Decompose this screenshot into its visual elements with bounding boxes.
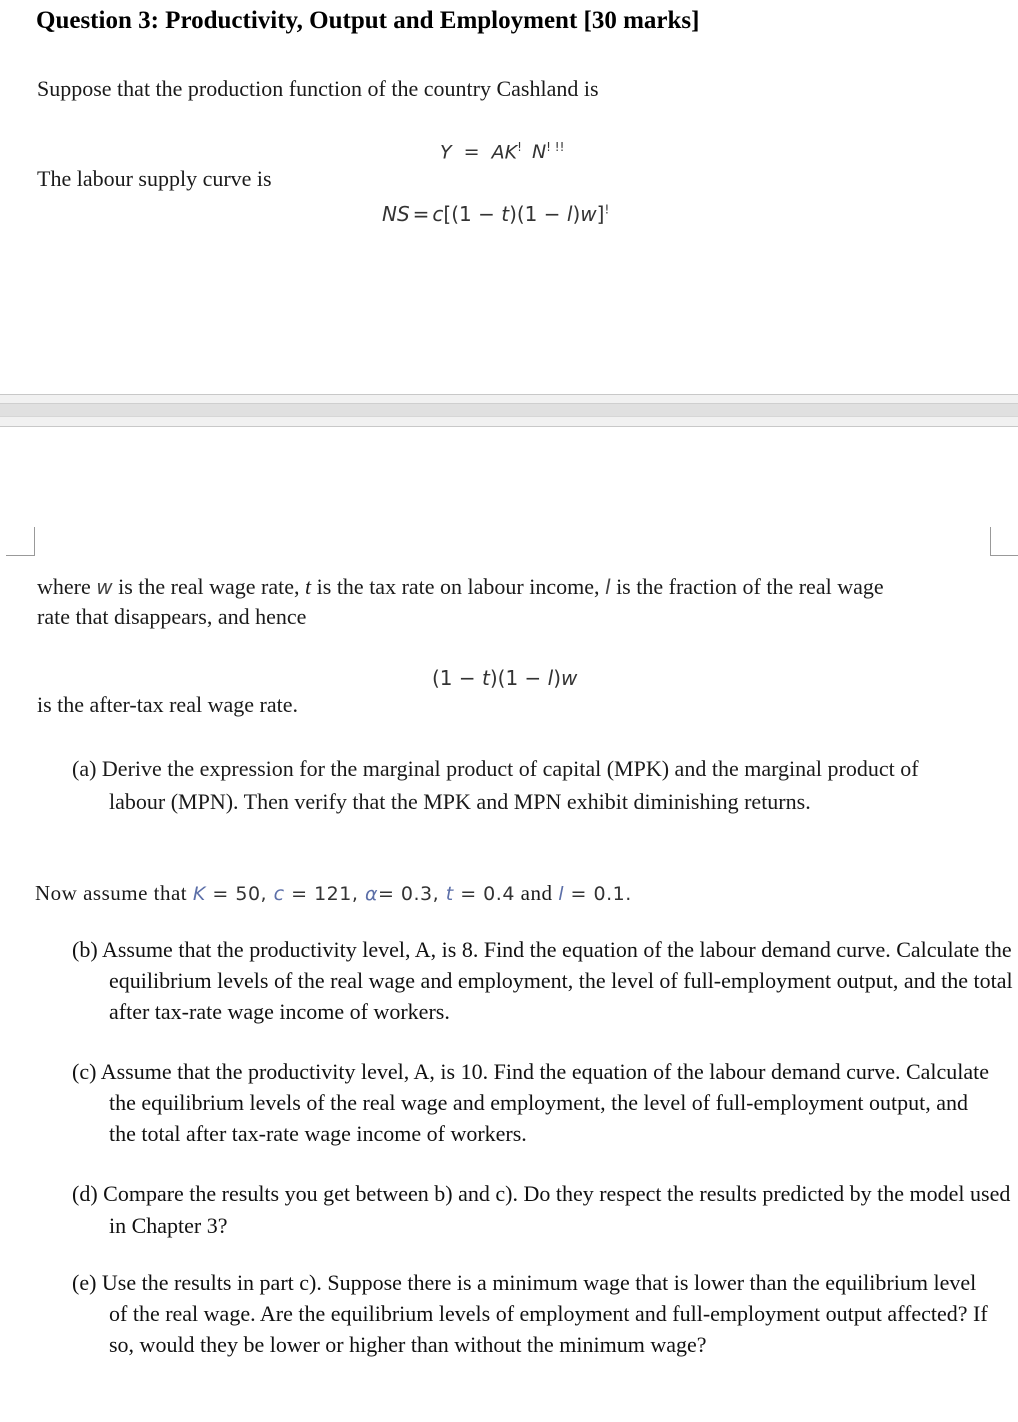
eq-symbol: Y xyxy=(440,141,452,164)
crop-mark-right xyxy=(990,527,1018,556)
eq-text: )(1 − xyxy=(489,666,548,690)
assume-text: Now assume that xyxy=(35,881,193,905)
eq-superscript: ! xyxy=(604,202,610,217)
var-w: w xyxy=(96,575,113,599)
eq-symbol: t xyxy=(501,202,510,226)
part-d: (d) Compare the results you get between b) and c). Do they respect the results predicted by the model used in Chapter 3? xyxy=(72,1181,1011,1238)
labour-supply-equation xyxy=(382,202,609,226)
var-t: t xyxy=(445,883,454,905)
eq-symbol: NS xyxy=(382,202,410,226)
eq-symbol: = xyxy=(463,141,480,164)
value-alpha: = 0.3, xyxy=(377,883,446,905)
eq-text: [(1 − xyxy=(443,202,502,226)
assumptions-line xyxy=(35,878,632,909)
where-line-1 xyxy=(37,572,884,602)
where-line-2: rate that disappears, and hence xyxy=(37,604,307,629)
crop-mark-left xyxy=(6,527,35,556)
eq-text: )(1 − xyxy=(509,202,567,226)
where-text: where xyxy=(37,574,97,599)
eq-symbol: N xyxy=(531,141,547,164)
var-t: t xyxy=(305,574,312,599)
var-l: l xyxy=(605,575,611,599)
eq-symbol: = xyxy=(412,202,430,226)
eq-symbol: w xyxy=(580,202,597,226)
eq-superscript: ! xyxy=(517,140,522,154)
var-k: K xyxy=(192,883,206,905)
part-c: (c) Assume that the productivity level, A, is 10. Find the equation of the labour demand curve. Calculate the equilibrium levels of the real wage and employment, the level of full-employment output, and the total after tax-rate wage income of workers. xyxy=(72,1059,990,1146)
eq-symbol: AK xyxy=(491,141,518,164)
after-tax-wage-equation xyxy=(432,666,577,690)
eq-symbol: t xyxy=(482,666,490,690)
value-t: = 0.4 xyxy=(453,883,515,905)
intro-text: Suppose that the production function of the country Cashland is xyxy=(37,76,599,101)
where-text: is the real wage rate, xyxy=(112,574,306,599)
var-l: l xyxy=(558,883,565,905)
part-e: (e) Use the results in part c). Suppose there is a minimum wage that is lower than the equilibrium level of the real wage. Are the equilibrium levels of employment and full-employment output affected? If so, would they be lower or higher than without the minimum wage? xyxy=(72,1270,988,1357)
eq-text: ) xyxy=(553,666,562,690)
after-tax-text: is the after-tax real wage rate. xyxy=(37,692,298,717)
eq-text: ] xyxy=(596,202,605,226)
value-l: = 0.1. xyxy=(564,883,632,905)
labour-supply-text: The labour supply curve is xyxy=(37,166,272,191)
eq-text: (1 − xyxy=(432,666,482,690)
part-b: (b) Assume that the productivity level, A, is 8. Find the equation of the labour demand curve. Calculate the equilibrium levels of the real wage and employment, the level of full-employment output, and the total after tax-rate wage income of workers. xyxy=(72,937,1013,1024)
page-break-inner xyxy=(0,403,1018,417)
eq-superscript: ! !! xyxy=(546,140,565,154)
where-text: is the tax rate on labour income, xyxy=(311,574,605,599)
var-c: c xyxy=(273,883,285,905)
where-text: is the fraction of the real wage xyxy=(610,574,884,599)
eq-text: ) xyxy=(572,202,581,226)
var-alpha: α xyxy=(364,883,378,905)
value-k: = 50, xyxy=(205,883,274,905)
part-a: (a) Derive the expression for the marginal product of capital (MPK) and the marginal product of labour (MPN). Then verify that the MPK and MPN exhibit diminishing returns. xyxy=(72,756,919,814)
value-c: = 121, xyxy=(284,883,365,905)
eq-symbol: c xyxy=(432,202,444,226)
question-heading: Question 3: Productivity, Output and Employment [30 marks] xyxy=(36,7,700,34)
production-function-equation xyxy=(440,140,564,163)
eq-symbol: l xyxy=(566,202,573,226)
assume-text: and xyxy=(514,881,559,905)
eq-symbol: l xyxy=(547,666,554,690)
eq-symbol: w xyxy=(561,666,578,690)
